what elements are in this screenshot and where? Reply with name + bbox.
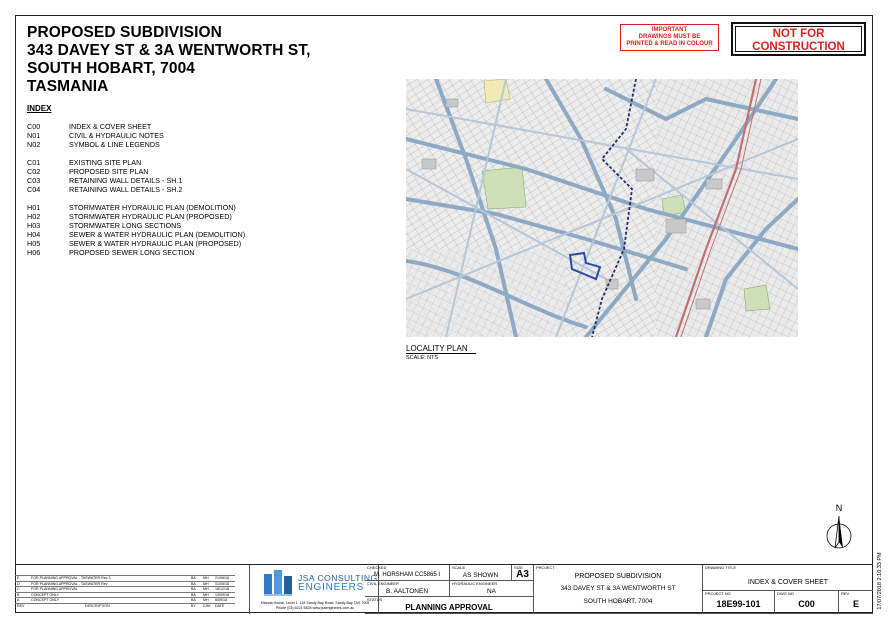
index-entry-title: EXISTING SITE PLAN xyxy=(69,158,142,167)
index-group-gap xyxy=(27,194,327,203)
rev-value: E xyxy=(852,599,859,609)
revision-chk: MH xyxy=(203,581,209,586)
revision-date: 8/09/18 xyxy=(215,598,227,603)
locality-map-graphic xyxy=(406,79,798,337)
revision-row xyxy=(15,597,235,602)
index-heading: INDEX xyxy=(27,104,52,113)
important-notice xyxy=(620,24,719,51)
title-line-1: PROPOSED SUBDIVISION xyxy=(27,24,222,41)
company-address: Ellanda House, Level 1, 118 Sandy Bay Road, Sandy Bay TAS 7005 xyxy=(260,601,370,605)
hydraulic-engineer-cell xyxy=(450,581,534,597)
index-entry-title: STORMWATER HYDRAULIC PLAN (PROPOSED) xyxy=(69,212,232,221)
revision-desc: DESCRIPTION xyxy=(85,604,110,608)
index-entry xyxy=(27,122,327,131)
title-line-4: TASMANIA xyxy=(27,78,109,95)
index-entry-code: C04 xyxy=(27,185,41,194)
project-cell xyxy=(534,565,703,614)
revision-rev: C xyxy=(17,587,20,592)
project-no-value: 18E99-101 xyxy=(716,599,761,609)
important-line-3: PRINTED & READ IN COLOUR xyxy=(626,41,713,47)
index-entry-title: SEWER & WATER HYDRAULIC PLAN (DEMOLITION) xyxy=(69,230,246,239)
revision-chk: MH xyxy=(203,576,209,580)
index-entry xyxy=(27,176,327,185)
not-for-construction-stamp xyxy=(731,22,866,56)
locality-plan-scale: SCALE: NTS xyxy=(406,355,439,361)
title-line-2: 343 DAVEY ST & 3A WENTWORTH ST, xyxy=(27,42,311,59)
revision-chk: MH xyxy=(203,592,209,597)
nfc-line-2: CONSTRUCTION xyxy=(752,41,845,53)
revision-chk: MH xyxy=(203,598,209,603)
status-cell xyxy=(365,597,534,614)
revision-rev: A xyxy=(17,598,20,603)
revision-chk: MH xyxy=(203,587,209,592)
dwg-no-label: DWG NO xyxy=(777,591,794,596)
index-entry-title: RETAINING WALL DETAILS - SH.1 xyxy=(69,176,183,185)
nfc-line-1: NOT FOR xyxy=(772,28,825,40)
print-date-text: 17/07/2018 2:16:33 PM xyxy=(877,552,883,610)
index-entry-code: H01 xyxy=(27,203,41,212)
revision-row xyxy=(15,586,235,591)
revision-table xyxy=(15,575,235,613)
project-line-1: PROPOSED SUBDIVISION xyxy=(574,573,662,580)
civil-engineer-cell xyxy=(365,581,450,597)
index-entry-title: STORMWATER LONG SECTIONS xyxy=(69,221,182,230)
index-entry-title: SYMBOL & LINE LEGENDS xyxy=(69,140,160,149)
index-entry-title: CIVIL & HYDRAULIC NOTES xyxy=(69,131,164,140)
revision-date: 18/12/18 xyxy=(215,587,229,592)
drawing-title-cell xyxy=(703,565,873,591)
revision-desc: FOR PLANNING APPROVAL - TASWATER Rev 3 xyxy=(31,576,111,580)
index-entry xyxy=(27,140,327,149)
north-label: N xyxy=(835,503,843,513)
revision-chk: CHK xyxy=(203,604,211,608)
checked-cell xyxy=(365,565,450,581)
project-line-2: 343 DAVEY ST & 3A WENTWORTH ST xyxy=(560,585,676,592)
revision-row xyxy=(15,581,235,586)
project-label: PROJECT xyxy=(536,565,555,570)
revision-by: BA xyxy=(191,598,196,603)
size-cell xyxy=(512,565,534,581)
revision-desc: FOR PLANNING APPROVAL - TASWATER Rev xyxy=(31,581,108,586)
index-entry-title: PROPOSED SEWER LONG SECTION xyxy=(69,248,195,257)
index-entry xyxy=(27,230,327,239)
index-entry xyxy=(27,248,327,257)
index-entry xyxy=(27,167,327,176)
locality-plan-title: LOCALITY PLAN xyxy=(406,344,476,354)
locality-map xyxy=(406,79,798,337)
hydraulic-engineer-label: HYDRAULIC ENGINEER xyxy=(452,581,498,586)
index-entry-code: N02 xyxy=(27,140,41,149)
dwg-no-cell xyxy=(775,591,839,614)
checked-label: CHECKED xyxy=(367,565,387,570)
company-name-line-1: JSA CONSULTING xyxy=(298,573,378,583)
revision-rev: E xyxy=(17,576,20,580)
scale-cell xyxy=(450,565,512,581)
rev-cell xyxy=(839,591,873,614)
print-date-stamp xyxy=(872,543,882,623)
civil-engineer-value: B. AALTONEN xyxy=(385,588,429,595)
project-no-cell xyxy=(703,591,775,614)
scale-value: AS SHOWN xyxy=(462,572,499,579)
index-entry-code: C02 xyxy=(27,167,41,176)
checked-value: M. HORSHAM CC5865 I xyxy=(373,572,440,578)
title-line-3: SOUTH HOBART, 7004 xyxy=(27,60,196,77)
project-line-3: SOUTH HOBART, 7004 xyxy=(583,598,653,605)
index-entry xyxy=(27,212,327,221)
revision-by: BA xyxy=(191,587,196,592)
revision-by: BA xyxy=(191,581,196,586)
size-label: SIZE xyxy=(514,565,523,570)
revision-rev: REV xyxy=(17,604,25,608)
revision-row xyxy=(15,592,235,597)
hydraulic-engineer-value: NA xyxy=(486,588,497,595)
revision-date: 13/09/18 xyxy=(215,592,229,597)
civil-engineer-label: CIVIL ENGINEER xyxy=(367,581,399,586)
index-entry xyxy=(27,131,327,140)
index-entry-title: RETAINING WALL DETAILS - SH.2 xyxy=(69,185,183,194)
revision-by: BA xyxy=(191,592,196,597)
index-entry-code: H06 xyxy=(27,248,41,257)
revision-row xyxy=(15,575,235,580)
revision-date: DATE xyxy=(215,604,225,608)
revision-rev: B xyxy=(17,592,20,597)
index-entry-code: H04 xyxy=(27,230,41,239)
revision-desc: CONCEPT ONLY xyxy=(31,592,60,597)
rev-label: REV xyxy=(841,591,850,596)
revision-rev: D xyxy=(17,581,20,586)
drawing-index-list xyxy=(27,122,327,257)
index-entry xyxy=(27,203,327,212)
revision-desc: CONCEPT ONLY xyxy=(31,598,60,603)
size-value: A3 xyxy=(516,569,529,580)
index-entry-code: C03 xyxy=(27,176,41,185)
index-entry-code: H05 xyxy=(27,239,41,248)
scale-label: SCALE xyxy=(452,565,466,570)
index-entry-code: N01 xyxy=(27,131,41,140)
index-entry xyxy=(27,158,327,167)
drawing-title-value: INDEX & COVER SHEET xyxy=(747,579,829,586)
company-name-line-2: ENGINEERS xyxy=(298,582,365,593)
title-block xyxy=(15,564,873,613)
revision-date: 01/05/18 xyxy=(215,581,229,586)
revision-by: BY xyxy=(191,604,196,608)
index-entry-code: H03 xyxy=(27,221,41,230)
index-entry-code: H02 xyxy=(27,212,41,221)
index-entry-code: C00 xyxy=(27,122,41,131)
index-entry xyxy=(27,185,327,194)
index-entry-code: C01 xyxy=(27,158,41,167)
revision-desc: FOR PLANNING APPROVAL xyxy=(31,587,78,592)
company-logo-block xyxy=(249,565,379,614)
project-no-label: PROJECT NO xyxy=(705,591,731,596)
important-line-2: DRAWINGS MUST BE xyxy=(638,34,701,40)
north-arrow-icon xyxy=(826,502,852,554)
jsa-logo-icon xyxy=(262,568,296,598)
revision-date: 21/06/18 xyxy=(215,576,229,580)
dwg-no-value: C00 xyxy=(798,599,815,609)
index-entry-title: STORMWATER HYDRAULIC PLAN (DEMOLITION) xyxy=(69,203,236,212)
revision-by: BA xyxy=(191,576,196,580)
status-value: PLANNING APPROVAL xyxy=(405,603,493,612)
index-entry-title: SEWER & WATER HYDRAULIC PLAN (PROPOSED) xyxy=(69,239,242,248)
important-line-1: IMPORTANT xyxy=(651,27,688,33)
index-group-gap xyxy=(27,149,327,158)
index-entry-title: PROPOSED SITE PLAN xyxy=(69,167,149,176)
company-contact: Phone (03) 6224 5828 www.jsaengineers.com.au xyxy=(275,606,355,610)
drawing-title-label: DRAWING TITLE xyxy=(705,565,737,570)
index-entry xyxy=(27,221,327,230)
index-entry xyxy=(27,239,327,248)
project-title xyxy=(27,24,311,96)
index-entry-title: INDEX & COVER SHEET xyxy=(69,122,152,131)
revision-header-row xyxy=(15,603,235,608)
status-label: STATUS xyxy=(367,597,383,602)
